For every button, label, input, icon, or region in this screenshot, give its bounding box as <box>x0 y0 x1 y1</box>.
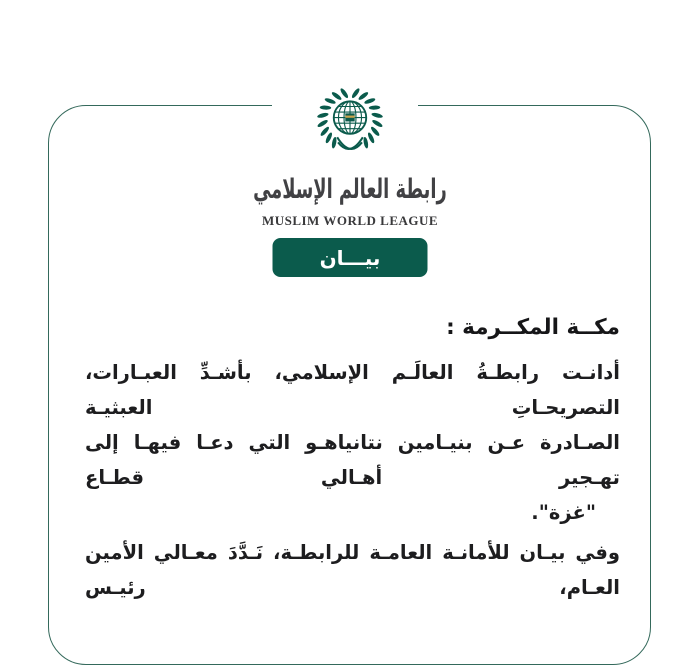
statement-banner-label: بيـــان <box>319 245 381 270</box>
arabic-logotype <box>0 164 700 214</box>
statement-line-1: أدانـت رابطـةُ العالَـم الإسلامي، بأشـدِّ العبـارات، التصريحـاتِ العبثيـة <box>85 361 620 419</box>
statement-banner <box>273 238 428 277</box>
statement-line-3: "غزة". <box>531 501 596 524</box>
mwl-emblem <box>307 86 393 168</box>
statement-line-2: الصـادرة عـن بنيـامين نتانياهـو التي دعـا فيهـا إلى تهـجير أهـالي قطـاع <box>85 431 620 489</box>
arabic-logotype-text: رابطة العالم الإسلامي <box>253 173 447 205</box>
english-logotype: MUSLIM WORLD LEAGUE <box>261 213 439 228</box>
kaaba-icon <box>345 113 354 121</box>
laurel-wreath-globe-icon <box>307 86 393 168</box>
location-heading: مكــة المكــرمة : <box>446 315 620 340</box>
statement-line-4: وفي بيـان للأمانـة العامـة للرابطـة، نَـدَّدَ معـالي الأمين العـام، رئيـس <box>85 541 620 599</box>
statement-body <box>85 311 620 605</box>
